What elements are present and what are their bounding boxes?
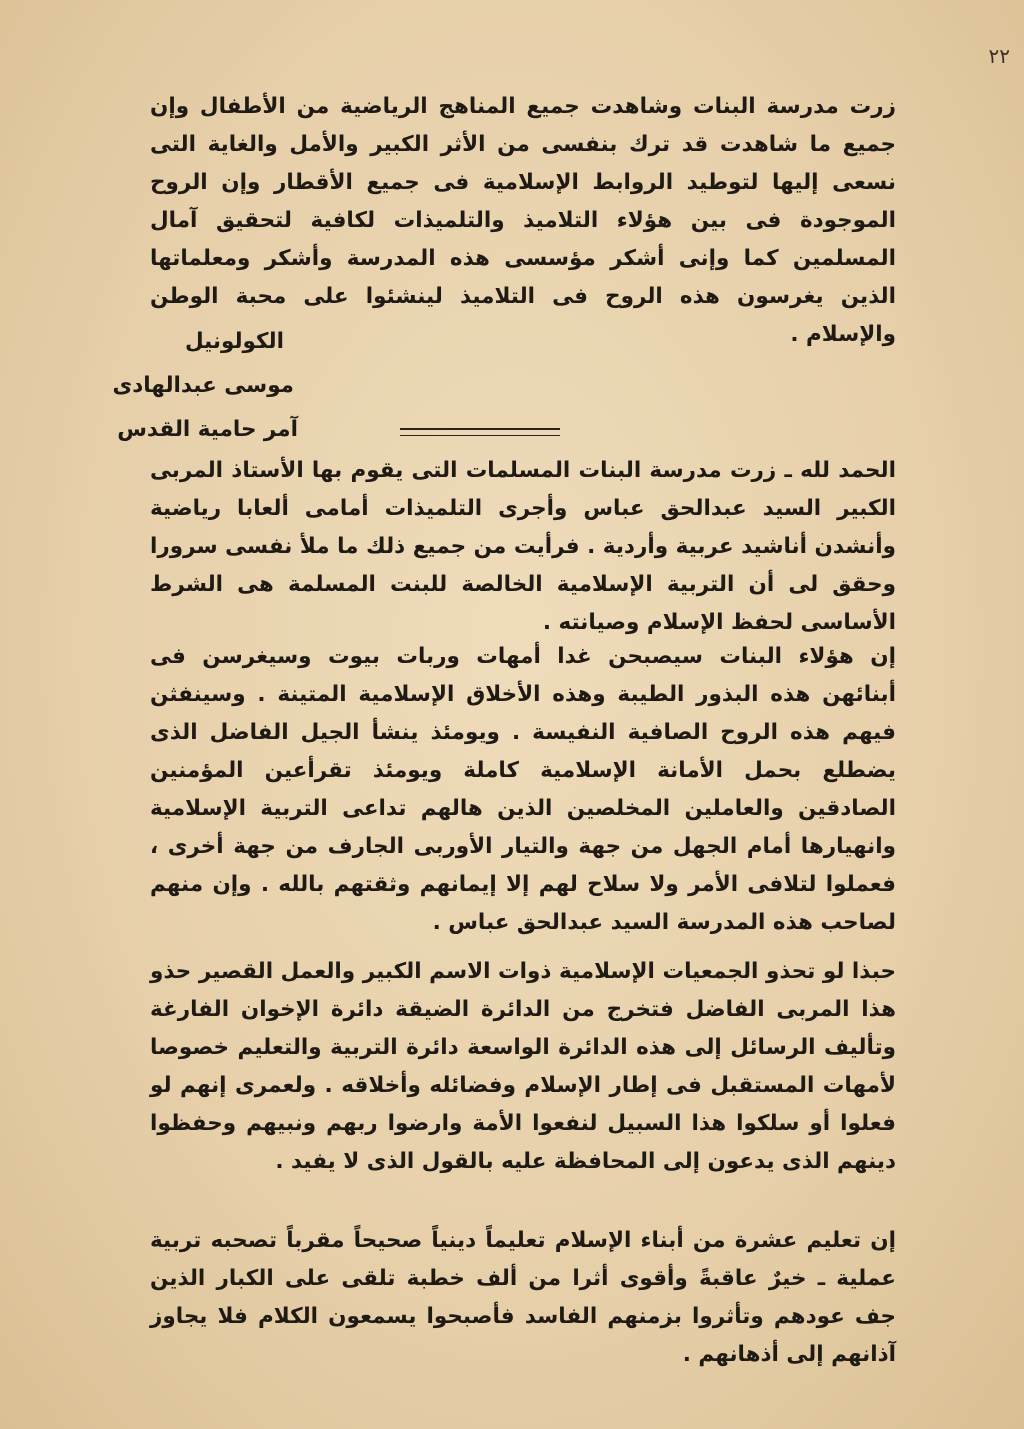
- signature-block: [112, 320, 298, 452]
- paragraph-colonel-letter: [150, 88, 896, 354]
- paragraph-text: زرت مدرسة البنات وشاهدت جميع المناهج الرياضية من الأطفال وإن جميع ما شاهدت قد ترك بنفسى من الأثر الكبير والأمل والغاية التى نسعى إليها لتوطيد الروابط الإسلامية فى جميع الأقطار وإن الروح الموجودة فى بين هؤلاء التلاميذ والتلميذات لكافية لتحقيق آمال المسلمين كما وإنى أشكر مؤسسى هذه المدرسة وأشكر ومعلماتها الذين يغرسون هذه الروح فى التلاميذ لينشئوا على محبة الوطن والإسلام .: [150, 94, 896, 347]
- page-number: ٢٢: [988, 44, 1010, 68]
- paragraph-text: الحمد لله ـ زرت مدرسة البنات المسلمات التى يقوم بها الأستاذ المربى الكبير السيد عبدالحق عباس وأجرى التلميذات أمامى ألعابا رياضية وأنشدن أناشيد عربية وأردية . فرأيت من جميع ذلك ما ملأ نفسى سرورا وحقق لى أن التربية الإسلامية الخالصة للبنت المسلمة هى الشرط الأساسى لحفظ الإسلام وصيانته .: [150, 458, 896, 635]
- paragraph-education-value: [150, 1222, 896, 1374]
- signature-name: موسى عبدالهادى: [112, 373, 294, 398]
- signature-title: الكولونيل: [184, 329, 284, 354]
- paragraph-school-visit: [150, 452, 896, 642]
- paragraph-text: حبذا لو تحذو الجمعيات الإسلامية ذوات الاسم الكبير والعمل القصير حذو هذا المربى الفاضل فتخرج من الدائرة الضيقة دائرة الإخوان الفارغة وتأليف الرسائل إلى هذه الدائرة الواسعة دائرة التربية والتعليم خصوصا لأمهات المستقبل فى إطار الإسلام وفضائله وأخلاقه . ولعمرى إنهم لو فعلوا أو سلكوا هذا السبيل لنفعوا الأمة وارضوا ربهم ونبيهم وحفظوا دينهم الذى يدعون إلى المحافظة عليه بالقول الذى لا يفيد .: [150, 959, 896, 1174]
- paragraph-future-mothers: [150, 638, 896, 942]
- paragraph-text: إن هؤلاء البنات سيصبحن غدا أمهات وربات بيوت وسيغرسن فى أبنائهن هذه البذور الطيبة وهذه الأخلاق الإسلامية المتينة . وسينفثن فيهم هذه الروح الصافية النفيسة . ويومئذ ينشأ الجيل الفاضل الذى يضطلع بحمل الأمانة الإسلامية كاملة ويومئذ تقرأعين المؤمنين الصادقين والعاملين المخلصين الذين هالهم تداعى التربية الإسلامية وانهيارها أمام الجهل من جهة والتيار الأوربى الجارف من جهة أخرى ، فعملوا لتلافى الأمر ولا سلاح لهم إلا إيمانهم وثقتهم بالله . وإن منهم لصاحب هذه المدرسة السيد عبدالحق عباس .: [150, 644, 896, 935]
- section-divider: [400, 428, 560, 436]
- paragraph-text: إن تعليم عشرة من أبناء الإسلام تعليماً دينياً صحيحاً مقرباً تصحبه تربية عملية ـ خيرٌ عاقبةً وأقوى أثرا من ألف خطبة تلقى على الكبار الذين جف عودهم وتأثروا بزمنهم الفاسد فأصبحوا يسمعون الكلام فلا يجاوز آذانهم إلى أذهانهم .: [150, 1228, 896, 1367]
- paragraph-islamic-societies: [150, 953, 896, 1181]
- signature-position: آمر حامية القدس: [117, 417, 298, 442]
